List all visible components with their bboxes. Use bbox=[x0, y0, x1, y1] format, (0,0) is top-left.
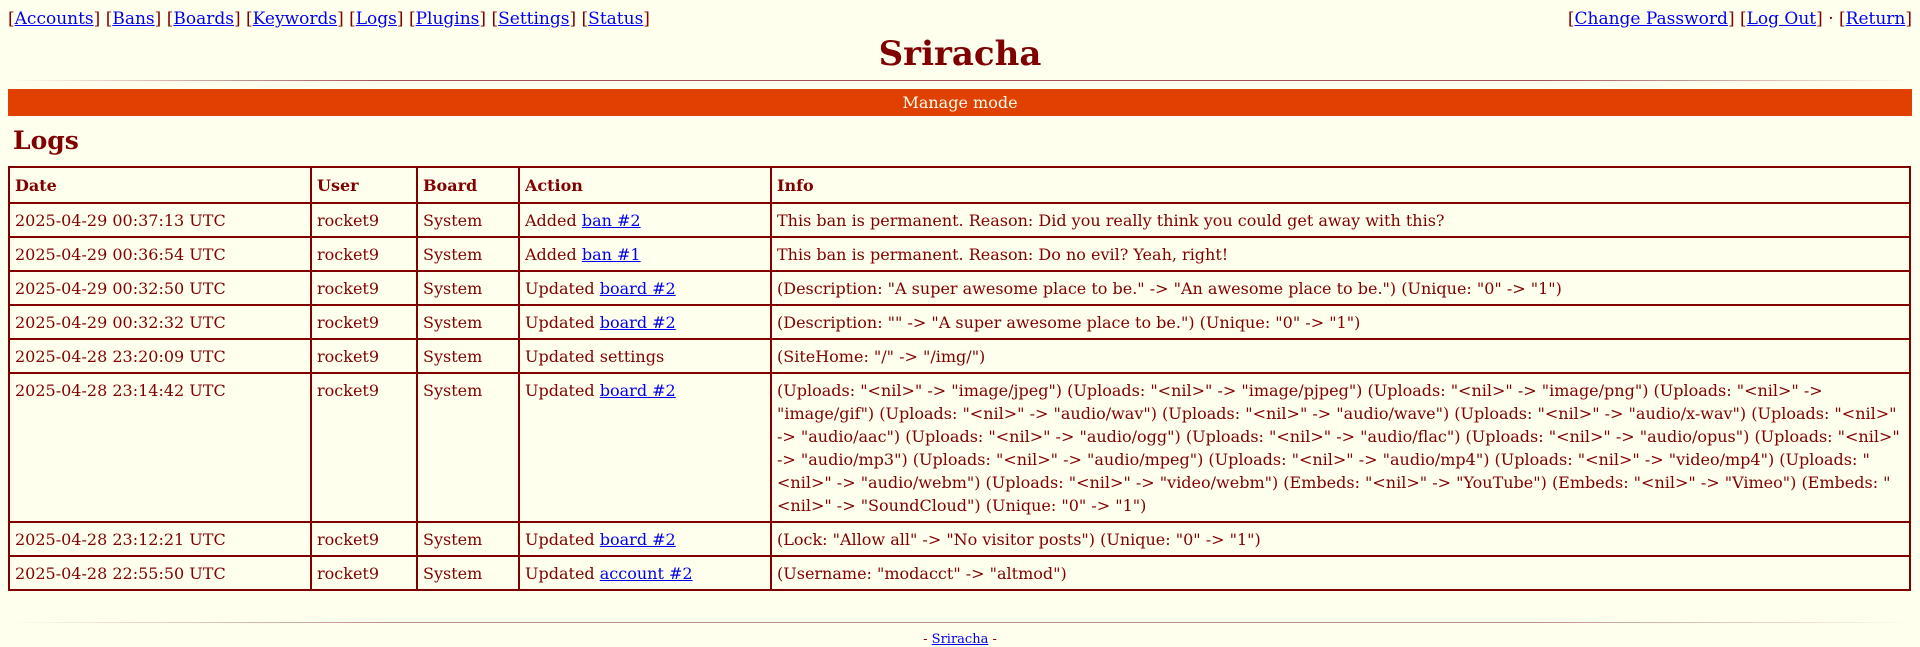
return-link[interactable]: Return bbox=[1845, 9, 1906, 29]
action-text: Added bbox=[525, 211, 577, 230]
action-text: Updated settings bbox=[525, 347, 665, 366]
change-password-link[interactable]: Change Password bbox=[1574, 9, 1728, 29]
nav-item: [Bans] bbox=[105, 9, 162, 29]
footer-suffix: - bbox=[988, 632, 997, 647]
cell-action bbox=[519, 339, 771, 373]
nav-right: [Change Password] [Log Out] · [Return] bbox=[1567, 9, 1912, 29]
cell-info: (Lock: "Allow all" -> "No visitor posts") (Unique: "0" -> "1") bbox=[771, 522, 1910, 556]
table-header-row bbox=[9, 167, 1910, 203]
nav-link-status[interactable]: Status bbox=[588, 9, 644, 29]
column-header-board: Board bbox=[417, 167, 519, 203]
action-text: Updated bbox=[525, 381, 595, 400]
action-text: Updated bbox=[525, 313, 595, 332]
nav-link-keywords[interactable]: Keywords bbox=[252, 9, 338, 29]
nav-link-logs[interactable]: Logs bbox=[355, 9, 397, 29]
cell-date: 2025-04-28 23:12:21 UTC bbox=[9, 522, 311, 556]
footer-sriracha-link[interactable]: Sriracha bbox=[931, 632, 989, 647]
cell-action bbox=[519, 271, 771, 305]
column-header-info: Info bbox=[771, 167, 1910, 203]
nav-left bbox=[8, 9, 650, 29]
cell-user: rocket9 bbox=[311, 271, 417, 305]
nav-item: [Settings] bbox=[491, 9, 577, 29]
cell-date: 2025-04-29 00:37:13 UTC bbox=[9, 203, 311, 237]
nav-link-boards[interactable]: Boards bbox=[173, 9, 234, 29]
nav-separator: · bbox=[1828, 9, 1834, 29]
cell-board: System bbox=[417, 271, 519, 305]
cell-board: System bbox=[417, 305, 519, 339]
action-link[interactable]: ban #1 bbox=[581, 245, 641, 264]
action-text: Updated bbox=[525, 530, 595, 549]
page-heading: Logs bbox=[13, 126, 79, 155]
table-row bbox=[9, 339, 1910, 373]
action-link[interactable]: board #2 bbox=[599, 279, 676, 298]
nav-item: [Plugins] bbox=[408, 9, 487, 29]
cell-date: 2025-04-29 00:36:54 UTC bbox=[9, 237, 311, 271]
action-link[interactable]: board #2 bbox=[599, 313, 676, 332]
cell-date: 2025-04-29 00:32:32 UTC bbox=[9, 305, 311, 339]
cell-user: rocket9 bbox=[311, 237, 417, 271]
cell-info: (Username: "modacct" -> "altmod") bbox=[771, 556, 1910, 590]
column-header-action: Action bbox=[519, 167, 771, 203]
footer bbox=[0, 632, 1920, 647]
nav-link-accounts[interactable]: Accounts bbox=[14, 9, 94, 29]
table-row bbox=[9, 305, 1910, 339]
cell-action bbox=[519, 522, 771, 556]
cell-info: (Description: "" -> "A super awesome place to be.") (Unique: "0" -> "1") bbox=[771, 305, 1910, 339]
footer-divider bbox=[8, 622, 1912, 623]
cell-info: This ban is permanent. Reason: Did you really think you could get away with this? bbox=[771, 203, 1910, 237]
cell-user: rocket9 bbox=[311, 522, 417, 556]
cell-action bbox=[519, 373, 771, 522]
footer-prefix: - bbox=[923, 632, 932, 647]
column-header-date: Date bbox=[9, 167, 311, 203]
cell-action bbox=[519, 556, 771, 590]
action-link[interactable]: board #2 bbox=[599, 530, 676, 549]
table-row bbox=[9, 271, 1910, 305]
nav-item: [Accounts] bbox=[8, 9, 101, 29]
cell-date: 2025-04-29 00:32:50 UTC bbox=[9, 271, 311, 305]
nav-item: [Logs] bbox=[349, 9, 404, 29]
column-header-user: User bbox=[311, 167, 417, 203]
action-link[interactable]: ban #2 bbox=[581, 211, 641, 230]
logs-table bbox=[8, 166, 1911, 591]
table-row bbox=[9, 522, 1910, 556]
nav-item: [Keywords] bbox=[246, 9, 344, 29]
cell-action bbox=[519, 203, 771, 237]
action-text: Added bbox=[525, 245, 577, 264]
nav-item: [Boards] bbox=[166, 9, 241, 29]
cell-date: 2025-04-28 23:20:09 UTC bbox=[9, 339, 311, 373]
action-text: Updated bbox=[525, 564, 595, 583]
nav-link-plugins[interactable]: Plugins bbox=[415, 9, 480, 29]
cell-info: (Uploads: "<nil>" -> "image/jpeg") (Uploads: "<nil>" -> "image/pjpeg") (Uploads: "<nil>" -> "image/png") (Uploads: "<nil>" -> "image/gif") (Uploads: "<nil>" -> "audio/wav") (Uploads: "<nil>" -> "audio/wave") (Uploads: "<nil>" -> "audio/x-wav") (Uploads: "<nil>" -> "audio/aac") (Uploads: "<nil>" -> "audio/ogg") (Uploads: "<nil>" -> "audio/flac") (Uploads: "<nil>" -> "audio/opus") (Uploads: "<nil>" -> "audio/mp3") (Uploads: "<nil>" -> "audio/mpeg") (Uploads: "<nil>" -> "audio/mp4") (Uploads: "<nil>" -> "video/mp4") (Uploads: "<nil>" -> "audio/webm") (Uploads: "<nil>" -> "video/webm") (Embeds: "<nil>" -> "YouTube") (Embeds: "<nil>" -> "Vimeo") (Embeds: "<nil>" -> "SoundCloud") (Unique: "0" -> "1") bbox=[771, 373, 1910, 522]
cell-board: System bbox=[417, 373, 519, 522]
cell-board: System bbox=[417, 237, 519, 271]
action-text: Updated bbox=[525, 279, 595, 298]
cell-info: This ban is permanent. Reason: Do no evil? Yeah, right! bbox=[771, 237, 1910, 271]
cell-board: System bbox=[417, 339, 519, 373]
action-link[interactable]: account #2 bbox=[599, 564, 693, 583]
nav-item: [Status] bbox=[581, 9, 650, 29]
manage-mode-banner: Manage mode bbox=[8, 89, 1912, 116]
cell-info: (Description: "A super awesome place to be." -> "An awesome place to be.") (Unique: "0" -> "1") bbox=[771, 271, 1910, 305]
cell-board: System bbox=[417, 203, 519, 237]
cell-user: rocket9 bbox=[311, 339, 417, 373]
cell-action bbox=[519, 237, 771, 271]
table-row bbox=[9, 203, 1910, 237]
log-out-link[interactable]: Log Out bbox=[1746, 9, 1817, 29]
cell-board: System bbox=[417, 522, 519, 556]
table-row bbox=[9, 556, 1910, 590]
action-link[interactable]: board #2 bbox=[599, 381, 676, 400]
cell-date: 2025-04-28 22:55:50 UTC bbox=[9, 556, 311, 590]
header-divider bbox=[8, 80, 1912, 81]
cell-user: rocket9 bbox=[311, 373, 417, 522]
cell-user: rocket9 bbox=[311, 305, 417, 339]
table-row bbox=[9, 373, 1910, 522]
cell-date: 2025-04-28 23:14:42 UTC bbox=[9, 373, 311, 522]
nav-link-bans[interactable]: Bans bbox=[112, 9, 155, 29]
site-title: Sriracha bbox=[878, 34, 1042, 74]
cell-info: (SiteHome: "/" -> "/img/") bbox=[771, 339, 1910, 373]
nav-link-settings[interactable]: Settings bbox=[498, 9, 570, 29]
cell-board: System bbox=[417, 556, 519, 590]
top-nav bbox=[0, 0, 1920, 30]
cell-user: rocket9 bbox=[311, 556, 417, 590]
cell-user: rocket9 bbox=[311, 203, 417, 237]
cell-action bbox=[519, 305, 771, 339]
table-row bbox=[9, 237, 1910, 271]
